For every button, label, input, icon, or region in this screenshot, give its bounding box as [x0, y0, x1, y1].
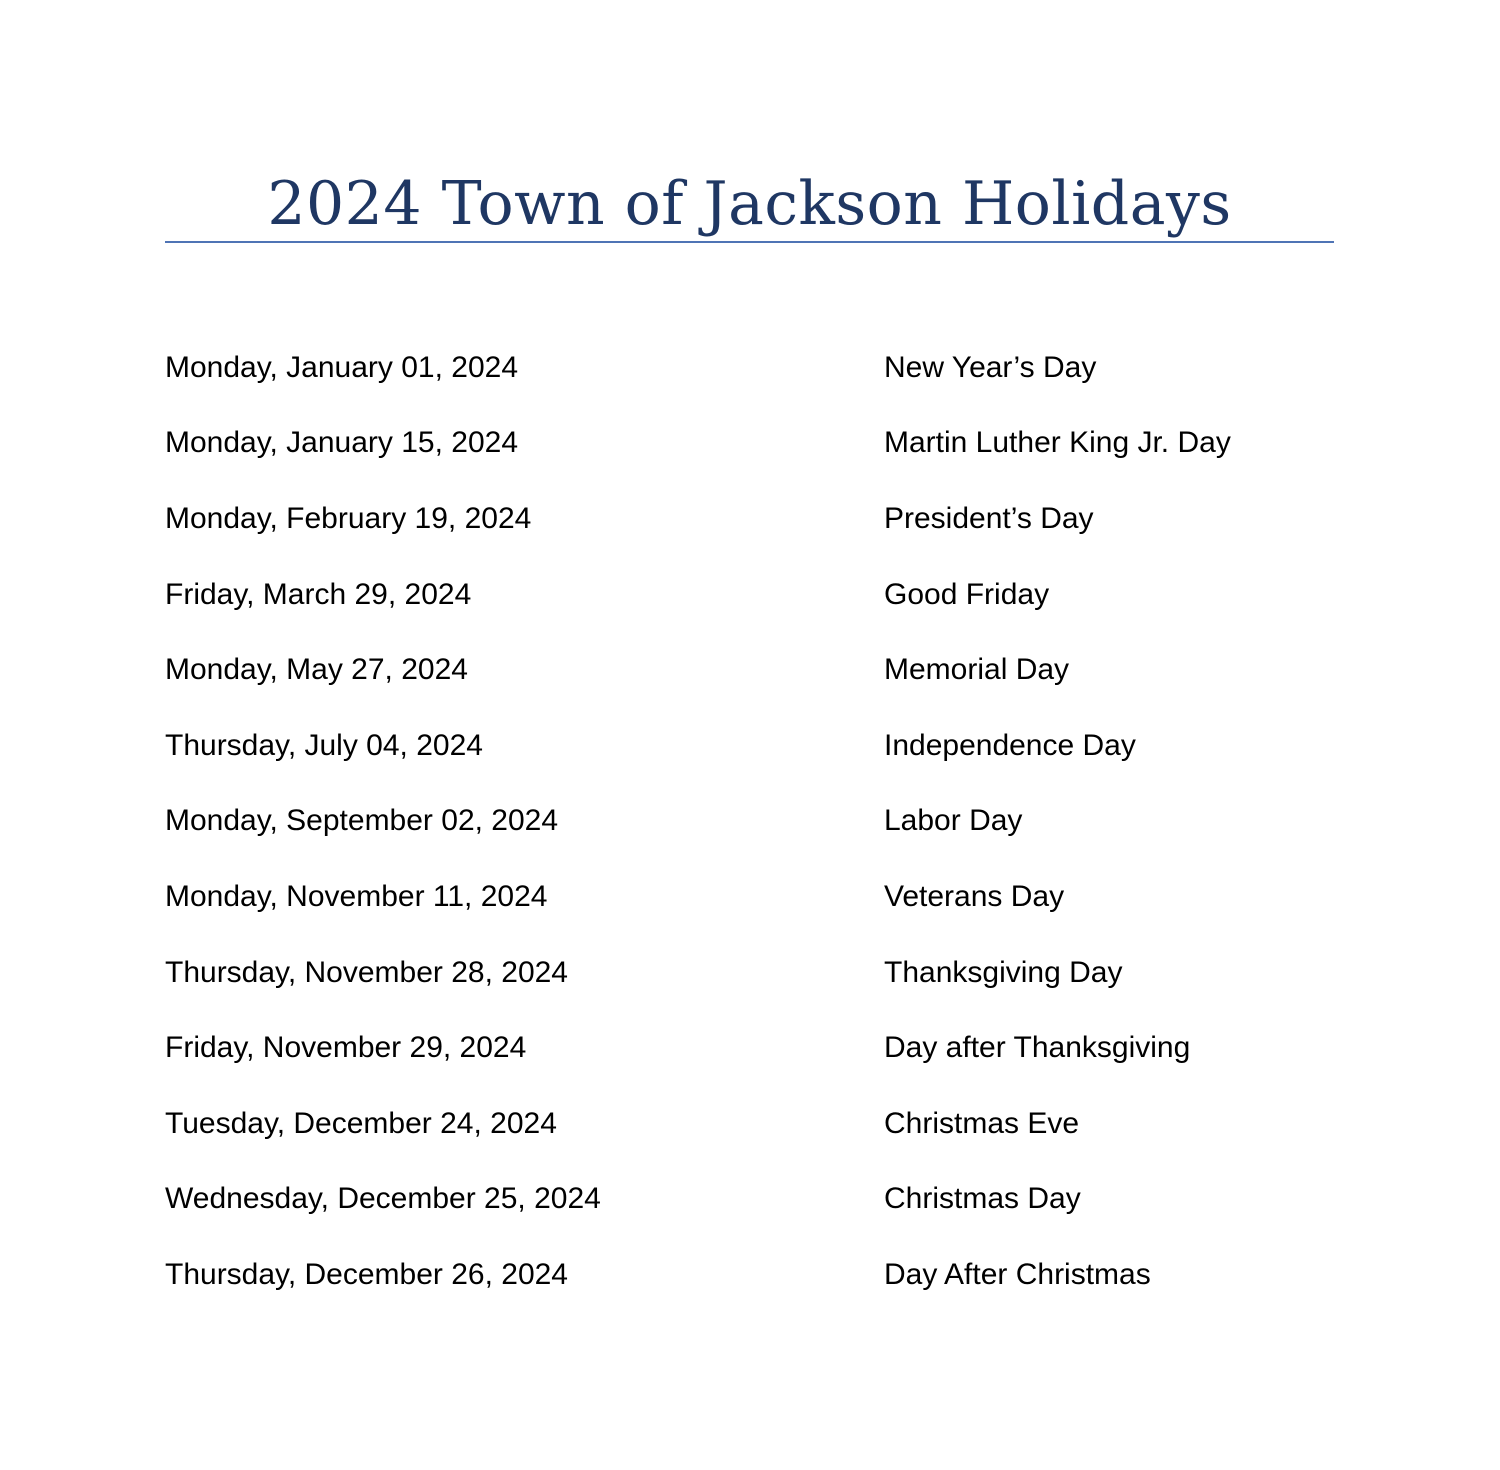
holiday-date: Wednesday, December 25, 2024 — [165, 1182, 601, 1216]
holiday-date: Monday, January 15, 2024 — [165, 426, 519, 460]
holiday-row — [165, 859, 1334, 935]
holiday-date: Monday, September 02, 2024 — [165, 804, 559, 838]
holiday-date: Monday, February 19, 2024 — [165, 501, 532, 535]
page-title: 2024 Town of Jackson Holidays — [267, 169, 1232, 239]
holiday-row — [165, 1162, 1334, 1238]
holiday-row — [165, 1237, 1334, 1313]
holiday-name: Independence Day — [884, 728, 1136, 762]
holiday-date: Friday, November 29, 2024 — [165, 1031, 527, 1065]
holiday-name: Labor Day — [884, 804, 1023, 838]
holiday-row — [165, 1086, 1334, 1162]
holiday-row — [165, 708, 1334, 784]
holiday-list — [165, 330, 1334, 1313]
holiday-date: Friday, March 29, 2024 — [165, 577, 472, 611]
holiday-date: Tuesday, December 24, 2024 — [165, 1106, 557, 1140]
holiday-name: Good Friday — [884, 577, 1050, 611]
holiday-name: Memorial Day — [884, 653, 1070, 687]
holiday-name: Day after Thanksgiving — [884, 1031, 1191, 1065]
holiday-name: New Year’s Day — [884, 350, 1097, 384]
holiday-name: Thanksgiving Day — [884, 955, 1123, 989]
holiday-row — [165, 481, 1334, 557]
holiday-date: Monday, November 11, 2024 — [165, 879, 548, 913]
holiday-name: President’s Day — [884, 501, 1094, 535]
title-underline-divider — [165, 241, 1334, 243]
holiday-date: Thursday, July 04, 2024 — [165, 728, 483, 762]
holiday-name: Veterans Day — [884, 879, 1065, 913]
holiday-row — [165, 784, 1334, 860]
holiday-row — [165, 557, 1334, 633]
holiday-name: Christmas Day — [884, 1182, 1081, 1216]
holiday-row — [165, 406, 1334, 482]
holiday-row — [165, 935, 1334, 1011]
holiday-row — [165, 1010, 1334, 1086]
holiday-date: Monday, January 01, 2024 — [165, 350, 519, 384]
holiday-name: Christmas Eve — [884, 1106, 1080, 1140]
holiday-name: Day After Christmas — [884, 1257, 1151, 1291]
holiday-row — [165, 632, 1334, 708]
holiday-name: Martin Luther King Jr. Day — [884, 426, 1231, 460]
holiday-row — [165, 330, 1334, 406]
holiday-date: Thursday, December 26, 2024 — [165, 1257, 568, 1291]
holiday-date: Monday, May 27, 2024 — [165, 653, 468, 687]
holiday-date: Thursday, November 28, 2024 — [165, 955, 568, 989]
